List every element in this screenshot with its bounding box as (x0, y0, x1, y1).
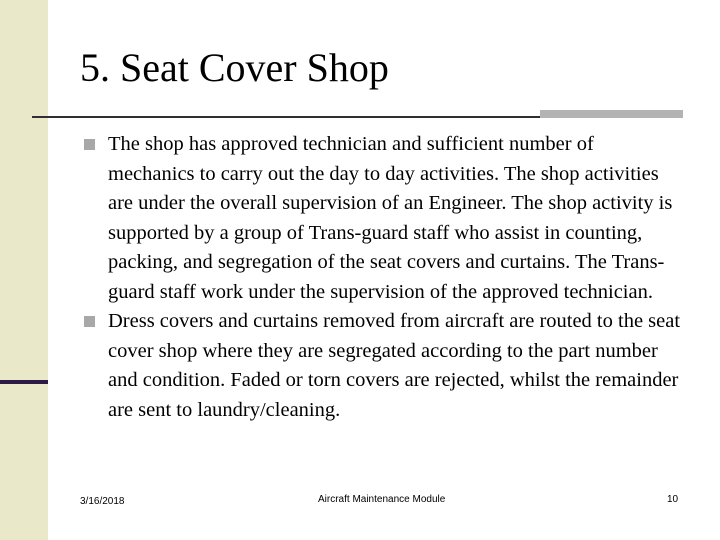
side-accent-line (0, 380, 48, 384)
bullet-list (82, 130, 682, 425)
title-accent-bar (540, 110, 683, 118)
bullet-item (82, 130, 682, 307)
slide-title: 5. Seat Cover Shop (80, 45, 389, 90)
bullet-text: The shop has approved technician and sufficient number of mechanics to carry out the day to day activities. The shop activities are under the overall supervision of an Engineer. The shop activity is supported by a group of Trans-guard staff who assist in counting, packing, and segregation of the seat covers and curtains. The Trans-guard staff work under the supervision of the approved technician. (108, 133, 673, 303)
bullet-text: Dress covers and curtains removed from aircraft are routed to the seat cover shop where they are segregated according to the part number and condition. Faded or torn covers are rejected, whilst the remainder are sent to laundry/cleaning. (108, 310, 681, 421)
square-bullet-icon (84, 139, 95, 150)
side-decor-band (0, 0, 48, 540)
page-number: 10 (667, 494, 679, 505)
bullet-item (82, 307, 682, 425)
footer-date: 3/16/2018 (80, 496, 125, 507)
footer-title: Aircraft Maintenance Module (318, 494, 446, 505)
square-bullet-icon (84, 316, 95, 327)
